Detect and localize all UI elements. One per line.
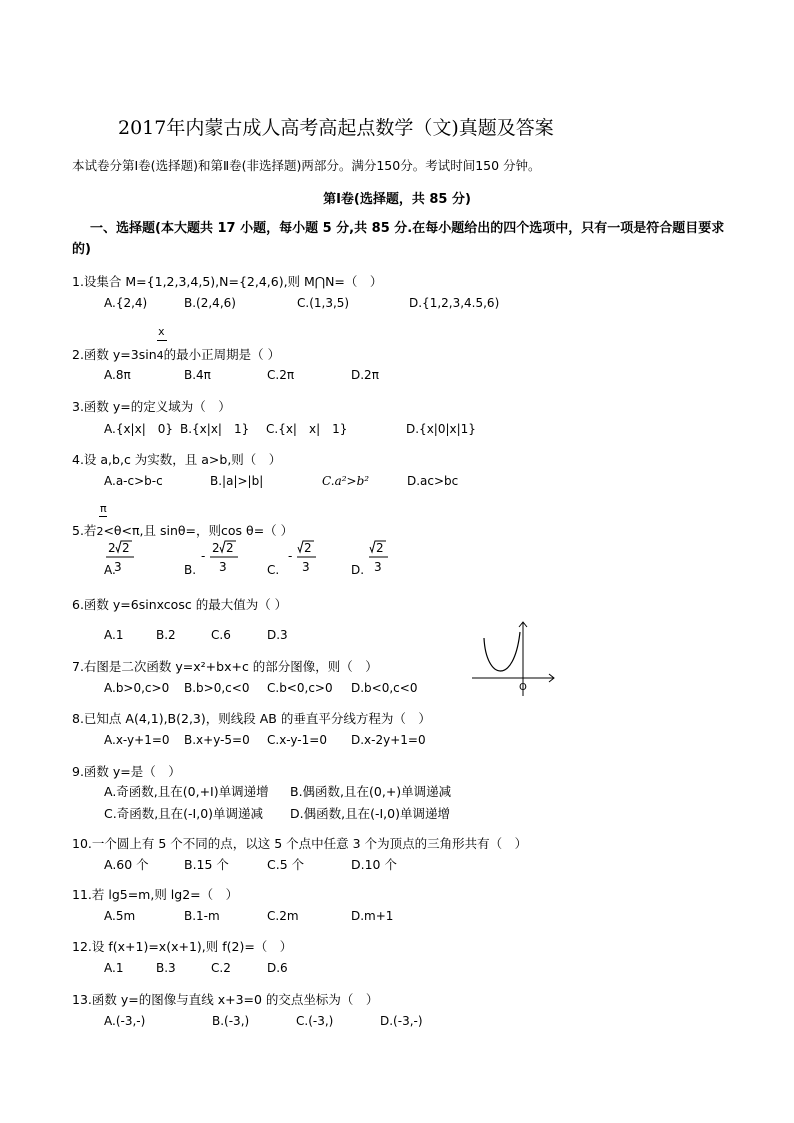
svg-text:3: 3 — [374, 560, 382, 574]
option-a: A.5m — [104, 909, 136, 923]
question-11: 11.若 lg5=m,则 lg2=（ ） — [72, 887, 239, 902]
option-b: B.2 — [156, 628, 176, 642]
options-6 — [104, 628, 288, 642]
option-b: B.偶函数,且在(0,+)单调递减 — [290, 784, 452, 799]
origin-label: O — [519, 682, 527, 693]
question-9: 9.函数 y=是（ ） — [72, 764, 181, 779]
svg-text:2: 2 — [376, 541, 384, 555]
option-c: C.2 — [211, 961, 231, 975]
option-a: A.b>0,c>0 — [104, 681, 170, 695]
question-13: 13.函数 y=的图像与直线 x+3=0 的交点坐标为（ ） — [72, 992, 379, 1007]
option-c: C.x-y-1=0 — [267, 733, 327, 747]
option-a: A.60 个 — [104, 857, 149, 872]
fraction-numerator: π — [100, 502, 107, 515]
option-b: B.(-3,) — [212, 1014, 250, 1028]
option-d: D.{x|0|x|1} — [406, 422, 476, 436]
fraction-numerator: x — [158, 325, 165, 338]
question-12: 12.设 f(x+1)=x(x+1),则 f(2)=（ ） — [72, 939, 293, 954]
option-a-value — [106, 541, 134, 574]
option-c: C. — [267, 563, 280, 577]
options-13 — [104, 1014, 423, 1028]
question-3: 3.函数 y=的定义域为（ ） — [72, 399, 231, 414]
option-b: B. — [184, 563, 197, 577]
parabola-graph — [470, 618, 560, 698]
options-11 — [104, 909, 393, 923]
option-d: D.b<0,c<0 — [351, 681, 418, 695]
svg-text:2: 2 — [304, 541, 312, 555]
option-c: C.(-3,) — [296, 1014, 334, 1028]
option-d: D.偶函数,且在(-I,0)单调递增 — [290, 806, 450, 821]
options-7 — [104, 681, 417, 695]
option-c: C.b<0,c>0 — [267, 681, 333, 695]
option-d: D.10 个 — [351, 857, 397, 872]
options-3 — [104, 420, 476, 437]
question-6: 6.函数 y=6sinxcosc 的最大值为（ ） — [72, 597, 288, 612]
option-a: A.{2,4) — [104, 296, 148, 310]
question-2-stem-start: 2.函数 y=3sin — [72, 347, 157, 362]
option-d: D.ac>bc — [407, 474, 459, 488]
option-d: D.2π — [351, 368, 379, 382]
svg-text:-: - — [288, 549, 293, 563]
option-d-value — [369, 541, 388, 574]
option-a: A.(-3,-) — [104, 1014, 146, 1028]
option-a: A.a-c>b-c — [104, 474, 163, 488]
option-d: D.x-2y+1=0 — [351, 733, 426, 747]
page-title: 2017年内蒙古成人高考高起点数学（文)真题及答案 — [118, 117, 554, 139]
option-a: A.1 — [104, 628, 124, 642]
options-12 — [104, 961, 288, 975]
option-d: D.{1,2,3,4.5,6) — [409, 296, 500, 310]
option-c: C.6 — [211, 628, 231, 642]
exam-intro: 本试卷分第I卷(选择题)和第Ⅱ卷(非选择题)两部分。满分150分。考试时间150 分钟。 — [72, 158, 541, 173]
option-c: C.奇函数,且在(-I,0)单调递减 — [104, 806, 264, 821]
option-d: D. — [351, 563, 365, 577]
question-7: 7.右图是二次函数 y=x²+bx+c 的部分图像，则（ ） — [72, 659, 378, 674]
question-10: 10.一个圆上有 5 个不同的点，以这 5 个点中任意 3 个为顶点的三角形共有（ ） — [72, 836, 528, 851]
options-1 — [104, 296, 499, 310]
question-2-stem-end: 的最小正周期是（ ） — [163, 347, 281, 362]
fraction-bar — [99, 516, 107, 517]
options-8 — [104, 733, 426, 747]
svg-text:3: 3 — [302, 560, 310, 574]
option-b: B.15 个 — [184, 857, 229, 872]
option-a: A.8π — [104, 368, 131, 382]
options-2 — [104, 368, 379, 382]
option-b-value — [201, 541, 238, 574]
question-2 — [72, 345, 280, 363]
options-9-row-2 — [104, 804, 450, 822]
instruction: 一、选择题(本大题共 17 小题，每小题 5 分,共 85 分.在每小题给出的四个选项中，只有一项是符合题目要求的) — [72, 221, 725, 257]
question-4: 4.设 a,b,c 为实数，且 a>b,则（ ） — [72, 452, 282, 467]
fraction-denominator: 4 — [156, 349, 164, 362]
option-c: C.(1,3,5) — [297, 296, 350, 310]
option-values-5 — [104, 538, 404, 582]
option-b: B.b>0,c<0 — [184, 681, 250, 695]
option-c-value — [288, 541, 316, 574]
option-a: A. — [104, 563, 116, 577]
options-9-row-1 — [104, 782, 451, 800]
question-1: 1.设集合 M={1,2,3,4,5),N={2,4,6),则 M⋂N=（ ） — [72, 274, 383, 289]
section-heading: 第Ⅰ卷(选择题，共 85 分) — [323, 192, 471, 207]
option-d: D.3 — [267, 628, 288, 642]
parabola-curve — [484, 632, 520, 671]
options-10 — [104, 855, 397, 873]
question-5 — [72, 521, 293, 539]
option-d: D.(-3,-) — [380, 1014, 423, 1028]
option-a: A.1 — [104, 961, 124, 975]
option-c: C.5 个 — [267, 857, 305, 872]
fraction-bar — [157, 340, 167, 341]
option-c: C.2π — [267, 368, 295, 382]
option-c: C.{x| x| 1} — [266, 422, 348, 436]
option-c: C.a²>b² — [322, 474, 370, 488]
option-d: D.m+1 — [351, 909, 394, 923]
option-b: B.1-m — [184, 909, 220, 923]
fraction-denominator: 2 — [96, 525, 104, 538]
question-8: 8.已知点 A(4,1),B(2,3)，则线段 AB 的垂直平分线方程为（ ） — [72, 711, 431, 726]
option-a: A.奇函数,且在(0,+I)单调递增 — [104, 784, 269, 799]
option-a: A.x-y+1=0 — [104, 733, 170, 747]
question-5-stem-end: <θ<π,且 sinθ=，则cos θ=（ ） — [103, 523, 294, 538]
option-a: A.{x|x| 0} — [104, 422, 174, 436]
question-5-stem-start: 5.若 — [72, 523, 97, 538]
svg-text:3: 3 — [219, 560, 227, 574]
svg-text:2: 2 — [226, 541, 234, 555]
option-b: B.3 — [156, 961, 176, 975]
svg-text:3: 3 — [114, 560, 122, 574]
svg-text:2: 2 — [122, 541, 130, 555]
svg-text:2: 2 — [108, 541, 116, 555]
option-b: B.|a|>|b| — [210, 474, 264, 488]
options-4 — [104, 474, 458, 488]
svg-text:-: - — [201, 549, 206, 563]
option-c: C.2m — [267, 909, 299, 923]
option-b: B.x+y-5=0 — [184, 733, 250, 747]
option-b: B.(2,4,6) — [184, 296, 236, 310]
option-b: B.4π — [184, 368, 211, 382]
option-b: B.{x|x| 1} — [180, 422, 250, 436]
svg-text:2: 2 — [212, 541, 220, 555]
option-d: D.6 — [267, 961, 288, 975]
